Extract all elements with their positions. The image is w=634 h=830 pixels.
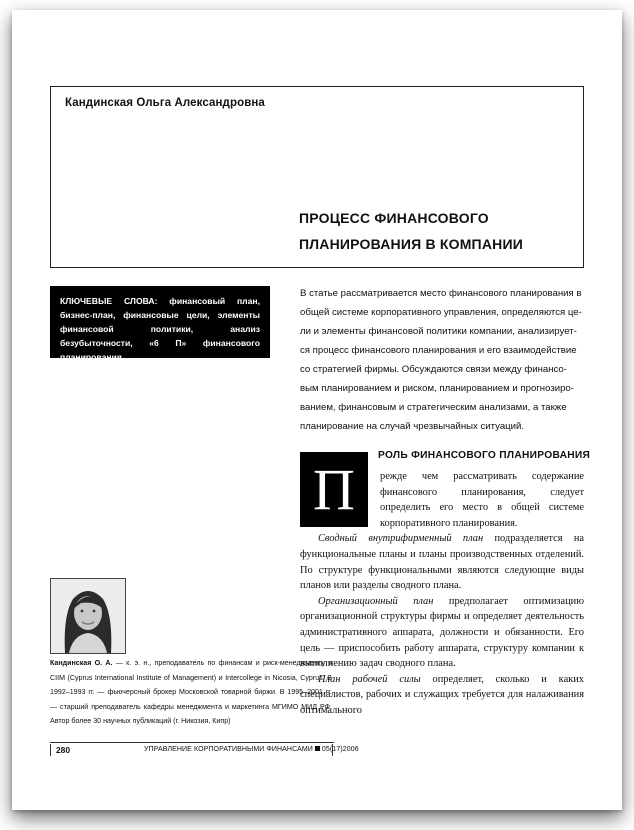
author-name: Кандинская Ольга Александровна <box>65 97 265 109</box>
body-text <box>300 469 584 719</box>
section-heading: РОЛЬ ФИНАНСОВОГО ПЛАНИРОВАНИЯ <box>378 450 591 461</box>
page-number: 280 <box>56 745 70 755</box>
keywords-label: КЛЮЧЕВЫЕ СЛОВА: <box>60 296 158 306</box>
keywords-text: финансовый план, бизнес-план, финансовые цели, элементы финансовой политики, анализ безубыточности, «6 П» финансового планирования <box>60 296 260 362</box>
footer-rule <box>50 742 334 743</box>
journal-page <box>12 10 622 810</box>
term: Сводный внутрифирменный план <box>318 533 484 545</box>
paragraph: Сводный внутрифирменный план подразделяется на функциональные планы и планы производственных отделений. По структуре функциональными являются следующие виды планов или разделы сводного плана. <box>300 533 585 592</box>
journal-name: УПРАВЛЕНИЕ КОРПОРАТИВНЫМИ ФИНАНСАМИ 05(17)2006 <box>144 746 359 753</box>
author-bio <box>50 656 332 729</box>
term: План рабочей силы <box>318 673 421 685</box>
drop-cap: П <box>300 452 368 527</box>
portrait-image <box>51 579 125 653</box>
term: Организационный план <box>318 595 434 607</box>
author-photo <box>50 578 126 654</box>
issue-number: 05(17)2006 <box>321 746 359 753</box>
paragraph: План рабочей силы определяет, сколько и каких специалистов, рабочих и служащих требуется для налаживания оптимального <box>300 673 584 716</box>
article-header-box <box>50 86 584 268</box>
bio-text: — к. э. н., преподаватель по финансам и риск-менеджменту в CIIM (Cyprus International Institute of Management) и Intercollege in Nicosia, Cyprus. В 1992–1993 гг. — фьючерсный брокер Московской товарной биржи. В 1995–2001 гг. — старший преподаватель кафедры менеджмента и маркетинга МГИМО МИД РФ. Автор более 30 научных публикаций (г. Никозия, Кипр) <box>50 659 332 726</box>
paragraph: Организационный план предполагает оптимизацию организационной структуры фирмы и определяет деятельность административного аппарата, должности и обязанности. Его цель — приспособить работу аппарата, структуру компании к выполнению задач сводного плана. <box>300 595 584 670</box>
article-title: ПРОЦЕСС ФИНАНСОВОГО ПЛАНИРОВАНИЯ В КОМПАНИИ <box>299 210 523 252</box>
keywords-box <box>50 286 270 362</box>
bio-name: Кандинская О. А. <box>50 659 113 667</box>
lead-paragraph: режде чем рассматривать содержание финансового планирования, следует определить его место в общей системе корпоративного планирования. <box>380 471 584 529</box>
abstract: В статье рассматривается место финансового планирования в общей системе корпоративного управления, определяются це- ли и элементы финансовой политики компании, анализирует- ся процесс финансового планирования и его взаимодействие со стратегией фирмы. Обсуждаются связи между финансо- вым планированием и риском, планированием и прогнозиро- ванием, финансовым и стратегическим анализами, а также планирование на случай чрезвычайных ситуаций. <box>300 288 582 432</box>
square-bullet-icon <box>315 746 320 751</box>
